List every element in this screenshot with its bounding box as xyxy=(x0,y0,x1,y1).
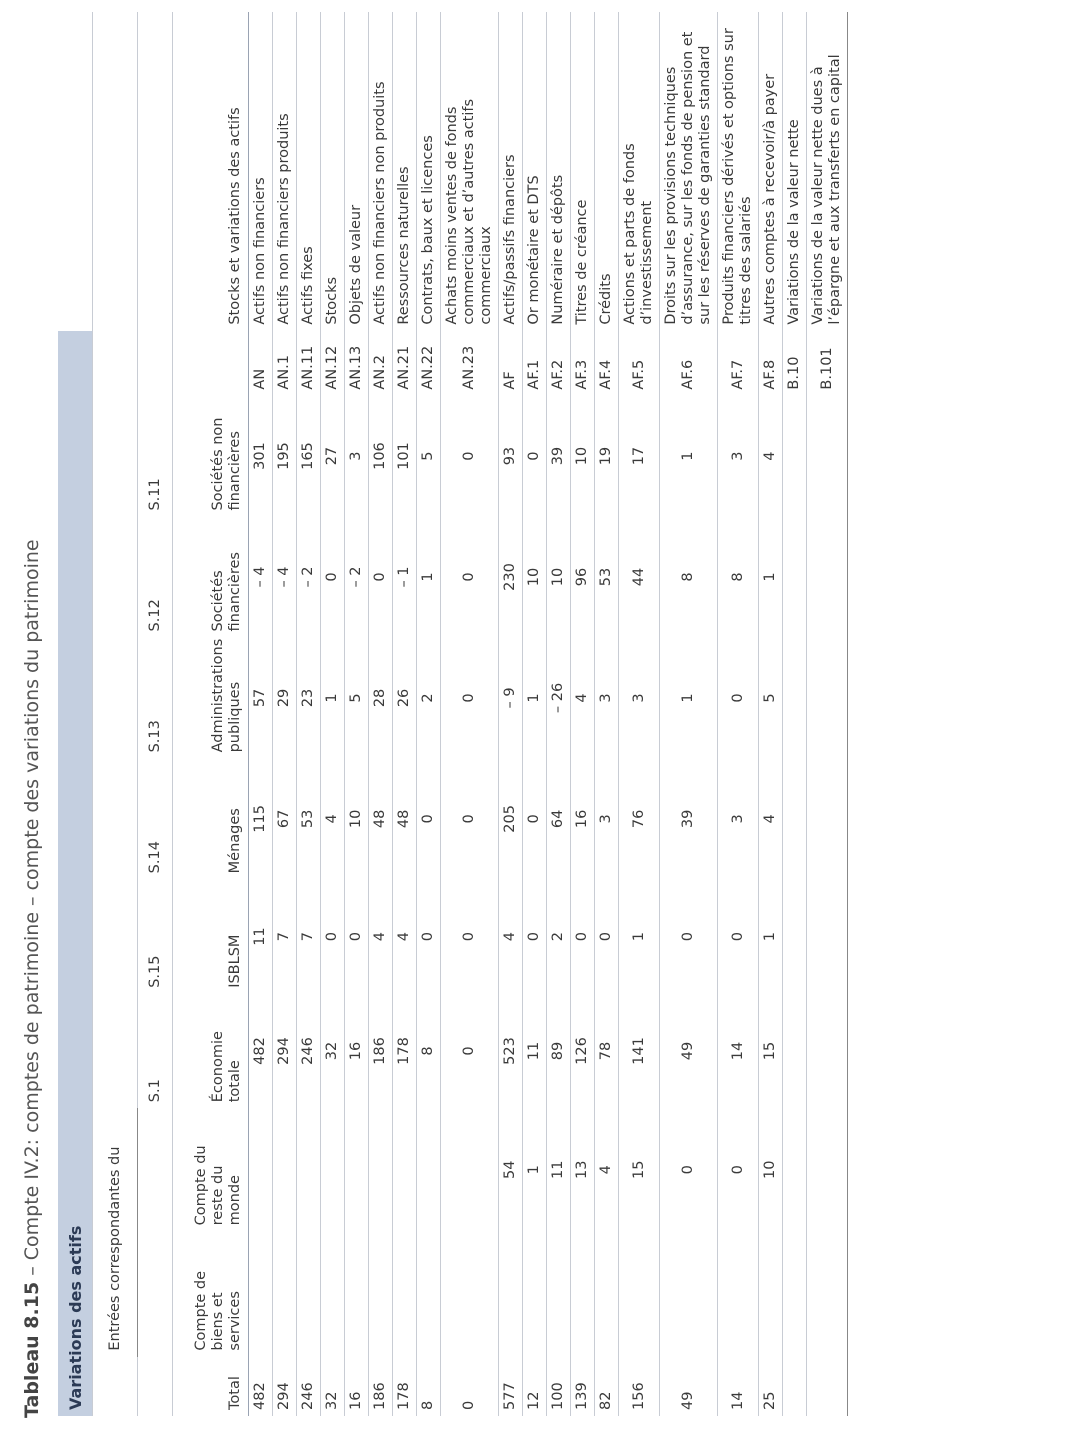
code-cell: AN.12 xyxy=(321,331,345,396)
households-cell: 0 xyxy=(417,758,441,879)
nonfinancial-cell: 19 xyxy=(595,396,619,517)
code-cell: AF.3 xyxy=(571,331,595,396)
label-cell: Actifs non financiers non produits xyxy=(369,12,393,331)
total-cell: 12 xyxy=(523,1357,547,1416)
households-cell: 0 xyxy=(523,758,547,879)
total-cell xyxy=(783,1357,807,1416)
code-cell: AN.23 xyxy=(441,331,499,396)
label-cell: Produits financiers dérivés et options sur titres des salariés xyxy=(718,12,759,331)
rest-of-world-cell: 4 xyxy=(595,1108,619,1231)
table-row xyxy=(547,12,571,1416)
table-row xyxy=(759,12,783,1416)
code-header xyxy=(173,331,249,396)
isblsm-cell: 0 xyxy=(523,879,547,993)
code-cell: AF.6 xyxy=(660,331,718,396)
table-row xyxy=(595,12,619,1416)
rest-of-world-cell xyxy=(417,1108,441,1231)
header-blank-wide xyxy=(93,12,138,1108)
financial-cell: 0 xyxy=(369,517,393,638)
goods-services-cell xyxy=(660,1231,718,1356)
nonfinancial-cell: 39 xyxy=(547,396,571,517)
sector-code-households: S.14 xyxy=(138,758,173,879)
code-cell: AN.1 xyxy=(273,331,297,396)
goods-services-cell xyxy=(393,1231,417,1356)
rest-of-world-cell: 10 xyxy=(759,1108,783,1231)
nonfinancial-cell: 0 xyxy=(441,396,499,517)
financial-cell: – 1 xyxy=(393,517,417,638)
table-row xyxy=(321,12,345,1416)
isblsm-header: ISBLSM xyxy=(173,879,249,993)
rest-of-world-cell: 54 xyxy=(499,1108,523,1231)
rest-of-world-cell xyxy=(249,1108,273,1231)
code-cell: AF xyxy=(499,331,523,396)
sector-code-public_admin: S.13 xyxy=(138,637,173,758)
stocks-header: Stocks et variations des actifs xyxy=(173,12,249,331)
isblsm-cell: 0 xyxy=(718,879,759,993)
label-cell: Actifs fixes xyxy=(297,12,321,331)
label-cell: Variations de la valeur nette dues à l’épargne et aux transferts en capital xyxy=(807,12,848,331)
economy-cell: 178 xyxy=(393,994,417,1108)
financial-cell: 10 xyxy=(547,517,571,638)
code-cell: AF.4 xyxy=(595,331,619,396)
nonfinancial-cell: 0 xyxy=(523,396,547,517)
households-cell: 10 xyxy=(345,758,369,879)
isblsm-cell: 7 xyxy=(273,879,297,993)
isblsm-cell: 4 xyxy=(499,879,523,993)
code-cell: AN.11 xyxy=(297,331,321,396)
households-cell: 48 xyxy=(393,758,417,879)
label-cell: Stocks xyxy=(321,12,345,331)
public-admin-cell xyxy=(783,637,807,758)
public-admin-cell: 29 xyxy=(273,637,297,758)
economy-cell: 8 xyxy=(417,994,441,1108)
nonfinancial-cell: 195 xyxy=(273,396,297,517)
sector-code-nonfinancial: S.11 xyxy=(138,396,173,517)
table-row xyxy=(718,12,759,1416)
households-cell xyxy=(783,758,807,879)
economy-cell: 126 xyxy=(571,994,595,1108)
label-cell: Achats moins ventes de fonds commerciaux et d’autres actifs commerciaux xyxy=(441,12,499,331)
households-cell: 3 xyxy=(595,758,619,879)
rest-of-world-cell: 1 xyxy=(523,1108,547,1231)
rest-of-world-cell xyxy=(807,1108,848,1231)
rest-of-world-cell xyxy=(321,1108,345,1231)
economy-cell: 186 xyxy=(369,994,393,1108)
label-cell: Or monétaire et DTS xyxy=(523,12,547,331)
financial-cell: – 4 xyxy=(249,517,273,638)
rotated-table-container xyxy=(58,12,1044,1416)
label-cell: Ressources naturelles xyxy=(393,12,417,331)
public-admin-cell: 2 xyxy=(417,637,441,758)
households-cell: 0 xyxy=(441,758,499,879)
isblsm-cell: 1 xyxy=(759,879,783,993)
header-row-entries xyxy=(93,12,138,1416)
total-cell: 32 xyxy=(321,1357,345,1416)
total-cell: 49 xyxy=(660,1357,718,1416)
nonfinancial-cell: 27 xyxy=(321,396,345,517)
total-cell: 156 xyxy=(619,1357,660,1416)
total-cell: 8 xyxy=(417,1357,441,1416)
goods-services-cell xyxy=(783,1231,807,1356)
households-cell: 67 xyxy=(273,758,297,879)
nonfinancial-cell: 5 xyxy=(417,396,441,517)
isblsm-cell: 0 xyxy=(595,879,619,993)
economy-cell: 89 xyxy=(547,994,571,1108)
economy-header: Économie totale xyxy=(173,994,249,1108)
sector-code-financial: S.12 xyxy=(138,517,173,638)
financial-cell: – 4 xyxy=(273,517,297,638)
goods-services-cell xyxy=(249,1231,273,1356)
public-admin-cell: – 26 xyxy=(547,637,571,758)
code-cell: AF.7 xyxy=(718,331,759,396)
label-cell: Objets de valeur xyxy=(345,12,369,331)
table-caption: – Compte IV.2: comptes de patrimoine – compte des variations du patrimoine xyxy=(21,539,43,1282)
goods-services-cell xyxy=(345,1231,369,1356)
nonfinancial-cell: 3 xyxy=(718,396,759,517)
households-header: Ménages xyxy=(173,758,249,879)
financial-header: Sociétés financières xyxy=(173,517,249,638)
total-cell: 100 xyxy=(547,1357,571,1416)
goods-services-cell xyxy=(547,1231,571,1356)
label-cell: Actifs/passifs financiers xyxy=(499,12,523,331)
isblsm-cell: 4 xyxy=(393,879,417,993)
label-cell: Crédits xyxy=(595,12,619,331)
code-cell: AF.1 xyxy=(523,331,547,396)
code-cell: AF.8 xyxy=(759,331,783,396)
public-admin-cell: 26 xyxy=(393,637,417,758)
isblsm-cell: 0 xyxy=(441,879,499,993)
economy-cell: 15 xyxy=(759,994,783,1108)
public-admin-cell: 3 xyxy=(595,637,619,758)
nonfinancial-header: Sociétés non financières xyxy=(173,396,249,517)
financial-cell: 8 xyxy=(718,517,759,638)
isblsm-cell: 0 xyxy=(660,879,718,993)
total-cell: 0 xyxy=(441,1357,499,1416)
economy-cell xyxy=(807,994,848,1108)
rest-of-world-cell: 0 xyxy=(718,1108,759,1231)
goods-services-cell xyxy=(321,1231,345,1356)
public-admin-cell: 28 xyxy=(369,637,393,758)
label-cell: Autres comptes à recevoir/à payer xyxy=(759,12,783,331)
total-cell: 246 xyxy=(297,1357,321,1416)
nonfinancial-cell: 93 xyxy=(499,396,523,517)
public-admin-cell: 1 xyxy=(660,637,718,758)
code-cell: B.101 xyxy=(807,331,848,396)
header-entries-group: Entrées correspondantes du xyxy=(93,1108,138,1356)
total-cell: 139 xyxy=(571,1357,595,1416)
public-admin-cell: 4 xyxy=(571,637,595,758)
financial-cell: 44 xyxy=(619,517,660,638)
economy-cell: 32 xyxy=(321,994,345,1108)
economy-cell: 0 xyxy=(441,994,499,1108)
isblsm-cell: 0 xyxy=(571,879,595,993)
financial-cell: – 2 xyxy=(345,517,369,638)
financial-cell: – 2 xyxy=(297,517,321,638)
public-admin-cell: 1 xyxy=(321,637,345,758)
public-admin-cell: 1 xyxy=(523,637,547,758)
label-cell: Titres de créance xyxy=(571,12,595,331)
financial-cell: 0 xyxy=(321,517,345,638)
goods-services-cell xyxy=(417,1231,441,1356)
isblsm-cell xyxy=(807,879,848,993)
public-admin-cell: 5 xyxy=(759,637,783,758)
band-spacer xyxy=(58,12,93,331)
nonfinancial-cell: 3 xyxy=(345,396,369,517)
table-row xyxy=(273,12,297,1416)
section-band-row xyxy=(58,12,93,1416)
nonfinancial-cell xyxy=(807,396,848,517)
table-row xyxy=(345,12,369,1416)
rest-of-world-cell xyxy=(783,1108,807,1231)
table-row xyxy=(571,12,595,1416)
nonfinancial-cell: 301 xyxy=(249,396,273,517)
goods-services-cell xyxy=(499,1231,523,1356)
economy-cell: 294 xyxy=(273,994,297,1108)
header-blank xyxy=(93,1357,138,1416)
total-cell: 14 xyxy=(718,1357,759,1416)
isblsm-cell: 4 xyxy=(369,879,393,993)
nonfinancial-cell xyxy=(783,396,807,517)
header-blank xyxy=(138,1108,173,1416)
households-cell: 16 xyxy=(571,758,595,879)
table-row xyxy=(619,12,660,1416)
financial-cell: 10 xyxy=(523,517,547,638)
isblsm-cell: 1 xyxy=(619,879,660,993)
rest-of-world-cell xyxy=(369,1108,393,1231)
table-row xyxy=(297,12,321,1416)
public-admin-cell: 3 xyxy=(619,637,660,758)
section-band: Variations des actifs xyxy=(58,331,93,1416)
public-admin-cell: 0 xyxy=(441,637,499,758)
label-cell: Actions et parts de fonds d’investissement xyxy=(619,12,660,331)
economy-cell: 78 xyxy=(595,994,619,1108)
code-cell: B.10 xyxy=(783,331,807,396)
goods-services-cell xyxy=(595,1231,619,1356)
public-admin-cell: 57 xyxy=(249,637,273,758)
isblsm-cell: 7 xyxy=(297,879,321,993)
nonfinancial-cell: 17 xyxy=(619,396,660,517)
label-cell: Actifs non financiers xyxy=(249,12,273,331)
header-row-sector-codes xyxy=(138,12,173,1416)
table-title xyxy=(20,539,44,1418)
rest-of-world-cell xyxy=(273,1108,297,1231)
isblsm-cell: 0 xyxy=(345,879,369,993)
code-cell: AN.2 xyxy=(369,331,393,396)
financial-cell: 1 xyxy=(759,517,783,638)
total-cell xyxy=(807,1357,848,1416)
households-cell: 3 xyxy=(718,758,759,879)
table-row xyxy=(417,12,441,1416)
goods-services-cell xyxy=(273,1231,297,1356)
table-row xyxy=(807,12,848,1416)
label-cell: Numéraire et dépôts xyxy=(547,12,571,331)
goods-services-cell xyxy=(297,1231,321,1356)
financial-cell xyxy=(783,517,807,638)
rest-of-world-cell xyxy=(345,1108,369,1231)
table-row xyxy=(393,12,417,1416)
isblsm-cell: 0 xyxy=(321,879,345,993)
code-cell: AF.2 xyxy=(547,331,571,396)
total-header: Total xyxy=(173,1357,249,1416)
isblsm-cell xyxy=(783,879,807,993)
economy-cell: 246 xyxy=(297,994,321,1108)
table-row xyxy=(369,12,393,1416)
rest-of-world-cell xyxy=(441,1108,499,1231)
goods-services-cell xyxy=(807,1231,848,1356)
goods-services-cell xyxy=(523,1231,547,1356)
goods-services-cell xyxy=(619,1231,660,1356)
goods-services-cell xyxy=(369,1231,393,1356)
total-cell: 482 xyxy=(249,1357,273,1416)
financial-cell xyxy=(807,517,848,638)
total-cell: 186 xyxy=(369,1357,393,1416)
header-row-columns xyxy=(173,12,249,1416)
financial-cell: 0 xyxy=(441,517,499,638)
nonfinancial-cell: 10 xyxy=(571,396,595,517)
public-admin-cell: 0 xyxy=(718,637,759,758)
households-cell: 115 xyxy=(249,758,273,879)
public-admin-cell: 23 xyxy=(297,637,321,758)
goods-services-cell xyxy=(759,1231,783,1356)
label-cell: Droits sur les provisions techniques d’assurance, sur les fonds de pension et sur les réserves de garanties standard xyxy=(660,12,718,331)
sector-code-economy: S.1 xyxy=(138,994,173,1108)
rest-of-world-header: Compte du reste du monde xyxy=(173,1108,249,1231)
label-cell: Actifs non financiers produits xyxy=(273,12,297,331)
public-admin-cell: – 9 xyxy=(499,637,523,758)
financial-cell: 96 xyxy=(571,517,595,638)
code-cell: AF.5 xyxy=(619,331,660,396)
label-cell: Variations de la valeur nette xyxy=(783,12,807,331)
rest-of-world-cell: 11 xyxy=(547,1108,571,1231)
table-row xyxy=(523,12,547,1416)
economy-cell: 16 xyxy=(345,994,369,1108)
total-cell: 577 xyxy=(499,1357,523,1416)
total-cell: 25 xyxy=(759,1357,783,1416)
economy-cell: 141 xyxy=(619,994,660,1108)
economy-cell: 49 xyxy=(660,994,718,1108)
header-blank xyxy=(138,12,173,396)
economy-cell: 482 xyxy=(249,994,273,1108)
financial-cell: 1 xyxy=(417,517,441,638)
economy-cell: 11 xyxy=(523,994,547,1108)
financial-cell: 230 xyxy=(499,517,523,638)
nonfinancial-cell: 1 xyxy=(660,396,718,517)
table-row xyxy=(441,12,499,1416)
rest-of-world-cell: 0 xyxy=(660,1108,718,1231)
code-cell: AN xyxy=(249,331,273,396)
economy-cell xyxy=(783,994,807,1108)
table-row xyxy=(249,12,273,1416)
isblsm-cell: 11 xyxy=(249,879,273,993)
rest-of-world-cell: 15 xyxy=(619,1108,660,1231)
nonfinancial-cell: 106 xyxy=(369,396,393,517)
table-row xyxy=(499,12,523,1416)
nonfinancial-cell: 101 xyxy=(393,396,417,517)
code-cell: AN.21 xyxy=(393,331,417,396)
table-row xyxy=(783,12,807,1416)
sector-code-isblsm: S.15 xyxy=(138,879,173,993)
total-cell: 294 xyxy=(273,1357,297,1416)
households-cell: 53 xyxy=(297,758,321,879)
households-cell: 205 xyxy=(499,758,523,879)
total-cell: 82 xyxy=(595,1357,619,1416)
goods-services-cell xyxy=(718,1231,759,1356)
households-cell: 48 xyxy=(369,758,393,879)
balance-sheet-table xyxy=(58,12,848,1416)
code-cell: AN.13 xyxy=(345,331,369,396)
isblsm-cell: 2 xyxy=(547,879,571,993)
public-admin-header: Administrations publiques xyxy=(173,637,249,758)
households-cell: 76 xyxy=(619,758,660,879)
financial-cell: 8 xyxy=(660,517,718,638)
households-cell xyxy=(807,758,848,879)
rest-of-world-cell: 13 xyxy=(571,1108,595,1231)
public-admin-cell: 5 xyxy=(345,637,369,758)
nonfinancial-cell: 165 xyxy=(297,396,321,517)
goods-services-cell xyxy=(441,1231,499,1356)
nonfinancial-cell: 4 xyxy=(759,396,783,517)
public-admin-cell xyxy=(807,637,848,758)
code-cell: AN.22 xyxy=(417,331,441,396)
households-cell: 4 xyxy=(759,758,783,879)
table-number: Tableau 8.15 xyxy=(21,1281,43,1418)
rest-of-world-cell xyxy=(393,1108,417,1231)
goods-services-header: Compte de biens et services xyxy=(173,1231,249,1356)
table-row xyxy=(660,12,718,1416)
total-cell: 16 xyxy=(345,1357,369,1416)
economy-cell: 523 xyxy=(499,994,523,1108)
households-cell: 39 xyxy=(660,758,718,879)
goods-services-cell xyxy=(571,1231,595,1356)
economy-cell: 14 xyxy=(718,994,759,1108)
rest-of-world-cell xyxy=(297,1108,321,1231)
label-cell: Contrats, baux et licences xyxy=(417,12,441,331)
households-cell: 64 xyxy=(547,758,571,879)
households-cell: 4 xyxy=(321,758,345,879)
financial-cell: 53 xyxy=(595,517,619,638)
total-cell: 178 xyxy=(393,1357,417,1416)
isblsm-cell: 0 xyxy=(417,879,441,993)
